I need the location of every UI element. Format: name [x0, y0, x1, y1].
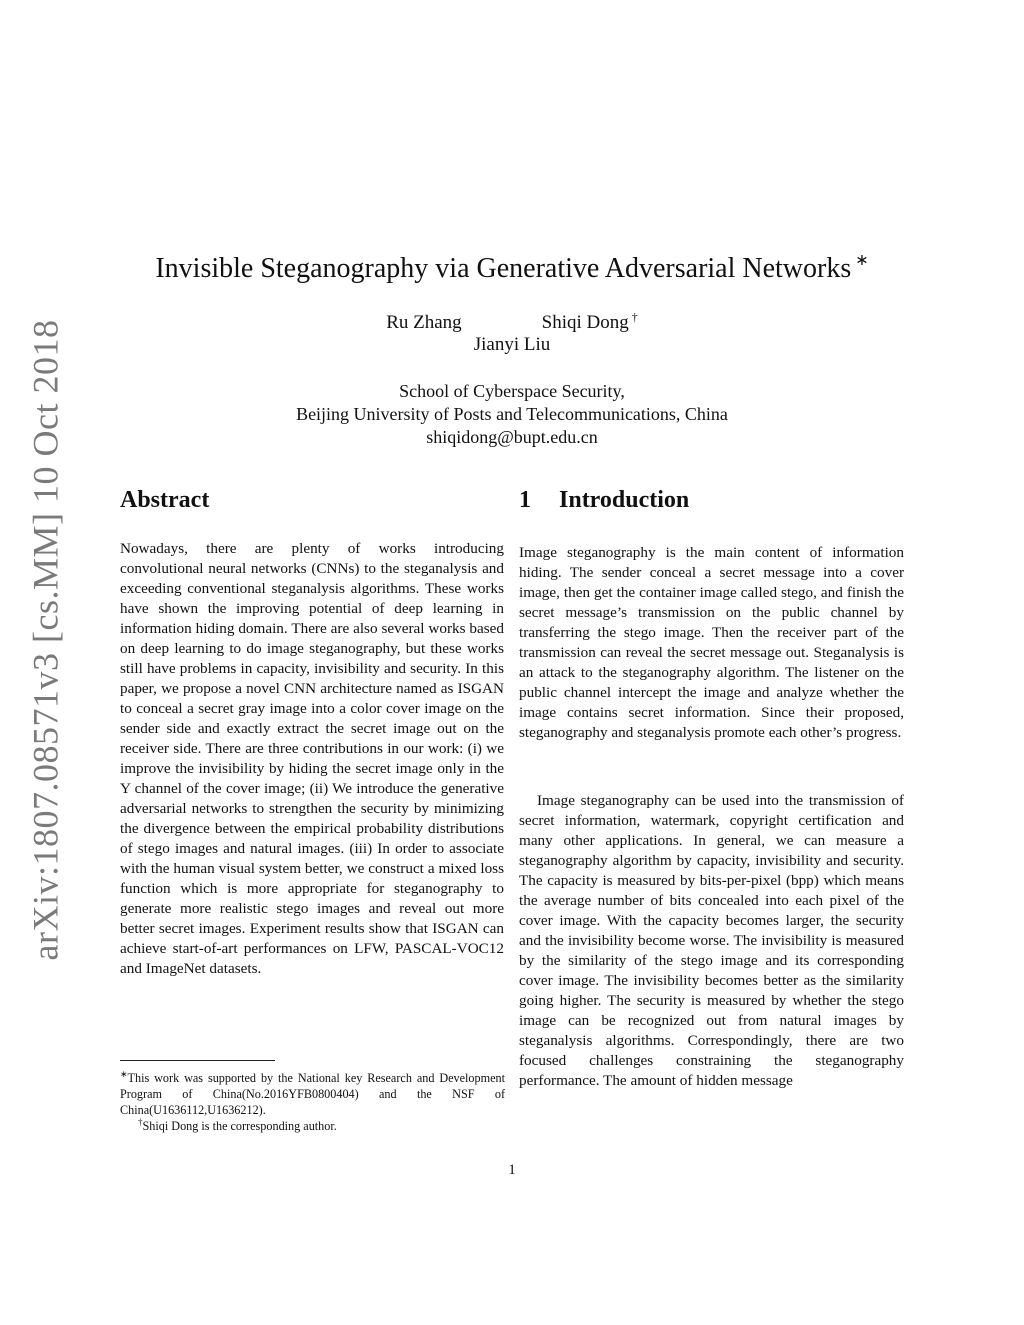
paper-title-text: Invisible Steganography via Generative Adversarial Networks — [155, 253, 852, 284]
paper-title — [100, 250, 924, 285]
footnote-text: This work was supported by the National key Research and Development Program of China(No.2016YFB0800404) and the NSF of China(U1636112,U1636212). — [120, 1071, 505, 1117]
section-title: Introduction — [559, 487, 690, 513]
title-footnote-mark: ∗ — [855, 252, 869, 269]
abstract-heading: Abstract — [120, 487, 210, 513]
introduction-paragraph: Image steganography is the main content of information hiding. The sender conceal a secret message into a cover image, then get the container image called stego, and finish the secret message’s transmission on the public channel by transferring the stego image. Then the receiver part of the transmission can reveal the secret message out. Steganalysis is an attack to the steganography algorithm. The listener on the public channel intercept the image and analyze whether the image contains secret information. Since their proposed, steganography and steganalysis promote each other’s progress. — [519, 544, 904, 741]
footnote-text: Shiqi Dong is the corresponding author. — [142, 1119, 337, 1133]
footnote-mark: ∗ — [120, 1069, 128, 1079]
page-number: 1 — [508, 1162, 516, 1178]
corresponding-author-mark: † — [631, 310, 638, 324]
author-email: shiqidong@bupt.edu.cn — [426, 427, 598, 447]
section-number: 1 — [519, 487, 531, 513]
footnote-divider — [120, 1060, 275, 1061]
footnote-funding — [120, 1066, 505, 1118]
author-name: Ru Zhang — [386, 312, 462, 333]
author-name: Shiqi Dong — [541, 312, 629, 333]
footnote-mark: † — [138, 1117, 143, 1127]
introduction-paragraph: Image steganography can be used into the transmission of secret information, watermark, copyright certification and many other applications. In general, we can measure a steganography algorithm by capacity, invisibility and security. The capacity is measured by bits-per-pixel (bpp) which means the average number of bits concealed into each pixel of the cover image. With the capacity becomes larger, the security and the invisibility become worse. The invisibility is measured by the similarity of the stego image and its corresponding cover image. The invisibility becomes better as the similarity going higher. The security is measured by whether the stego image can be recognized out from natural images by steganalysis algorithms. Correspondingly, there are two focused challenges constraining the steganography performance. The amount of hidden message — [519, 792, 904, 1089]
footnote-corresponding-author — [120, 1114, 505, 1134]
affiliation-school: School of Cyberspace Security, — [399, 381, 625, 401]
affiliation-university: Beijing University of Posts and Telecommunications, China — [296, 404, 728, 424]
author-name: Jianyi Liu — [473, 334, 551, 355]
abstract-text: Nowadays, there are plenty of works introducing convolutional neural networks (CNNs) to the steganalysis and exceeding conventional steganalysis algorithms. These works have shown the improving potential of deep learning in information hiding domain. There are also several works based on deep learning to do image steganography, but these works still have problems in capacity, invisibility and security. In this paper, we propose a novel CNN architecture named as ISGAN to conceal a secret gray image into a color cover image on the sender side and exactly extract the secret image out on the receiver side. There are three contributions in our work: (i) we improve the invisibility by hiding the secret image only in the Y channel of the cover image; (ii) We introduce the generative adversarial networks to strengthen the security by minimizing the divergence between the empirical probability distributions of stego images and natural images. (iii) In order to associate with the human visual system better, we construct a mixed loss function which is more appropriate for steganography to generate more realistic stego images and reveal out more better secret images. Experiment results show that ISGAN can achieve start-of-art performances on LFW, PASCAL-VOC12 and ImageNet datasets. — [120, 540, 504, 977]
author-list — [0, 310, 1024, 334]
introduction-heading — [519, 487, 689, 514]
arxiv-identifier-text: arXiv:1807.08571v3 [cs.MM] 10 Oct 2018 — [25, 319, 65, 961]
author-list-second-line — [0, 334, 1024, 356]
